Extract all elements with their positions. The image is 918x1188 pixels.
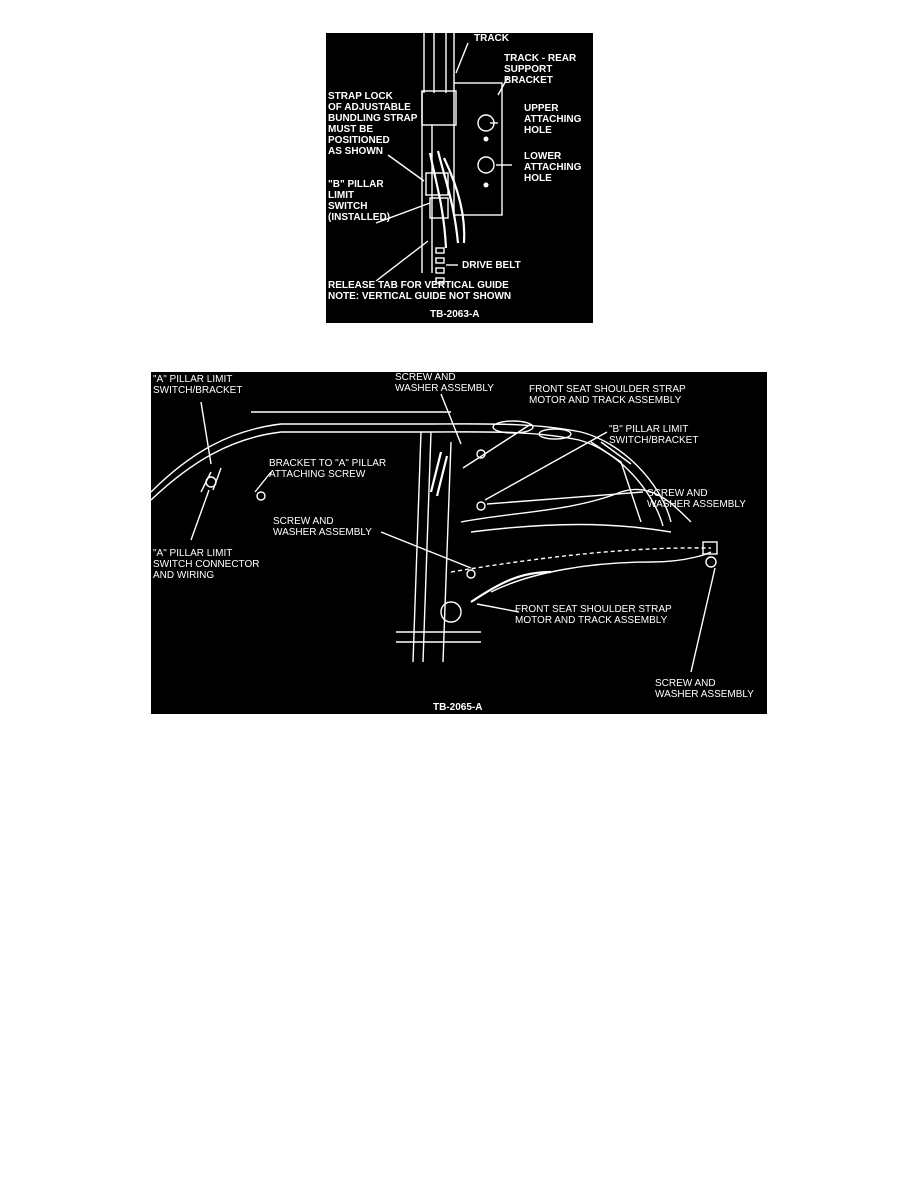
label-front-seat-track-bottom: FRONT SEAT SHOULDER STRAP MOTOR AND TRACK ASSEMBLY [515, 604, 672, 626]
label-lower-attaching-hole: LOWER ATTACHING HOLE [524, 151, 582, 184]
label-note-vertical-guide: NOTE: VERTICAL GUIDE NOT SHOWN [328, 291, 512, 302]
label-front-seat-track-top: FRONT SEAT SHOULDER STRAP MOTOR AND TRACK ASSEMBLY [529, 384, 686, 406]
label-track-rear-support-bracket: TRACK - REAR SUPPORT BRACKET [504, 53, 577, 86]
figure-b-pillar-track [326, 33, 593, 323]
label-strap-lock: STRAP LOCK OF ADJUSTABLE BUNDLING STRAP MUST BE POSITIONED AS SHOWN [328, 91, 418, 157]
figure-shoulder-strap-assembly [151, 372, 767, 714]
label-track: TRACK [474, 33, 509, 44]
label-upper-attaching-hole: UPPER ATTACHING HOLE [524, 103, 582, 136]
label-b-pillar-switch-bracket: "B" PILLAR LIMIT SWITCH/BRACKET [609, 424, 699, 446]
label-screw-washer-right: SCREW AND WASHER ASSEMBLY [647, 488, 746, 510]
figure-code-tb-2065-a: TB-2065-A [433, 702, 483, 713]
label-release-tab: RELEASE TAB FOR VERTICAL GUIDE [328, 280, 509, 291]
label-screw-washer-mid: SCREW AND WASHER ASSEMBLY [273, 516, 372, 538]
label-b-pillar-limit-switch: "B" PILLAR LIMIT SWITCH (INSTALLED) [328, 179, 391, 223]
label-a-pillar-switch-bracket: "A" PILLAR LIMIT SWITCH/BRACKET [153, 374, 243, 396]
figure-code-tb-2063-a: TB-2063-A [430, 309, 480, 320]
label-screw-washer-bottom: SCREW AND WASHER ASSEMBLY [655, 678, 754, 700]
label-bracket-a-pillar-screw: BRACKET TO "A" PILLAR ATTACHING SCREW [269, 458, 387, 480]
label-screw-washer-top: SCREW AND WASHER ASSEMBLY [395, 372, 494, 394]
label-drive-belt: DRIVE BELT [462, 260, 521, 271]
label-a-pillar-connector-wiring: "A" PILLAR LIMIT SWITCH CONNECTOR AND WIRING [153, 548, 260, 581]
